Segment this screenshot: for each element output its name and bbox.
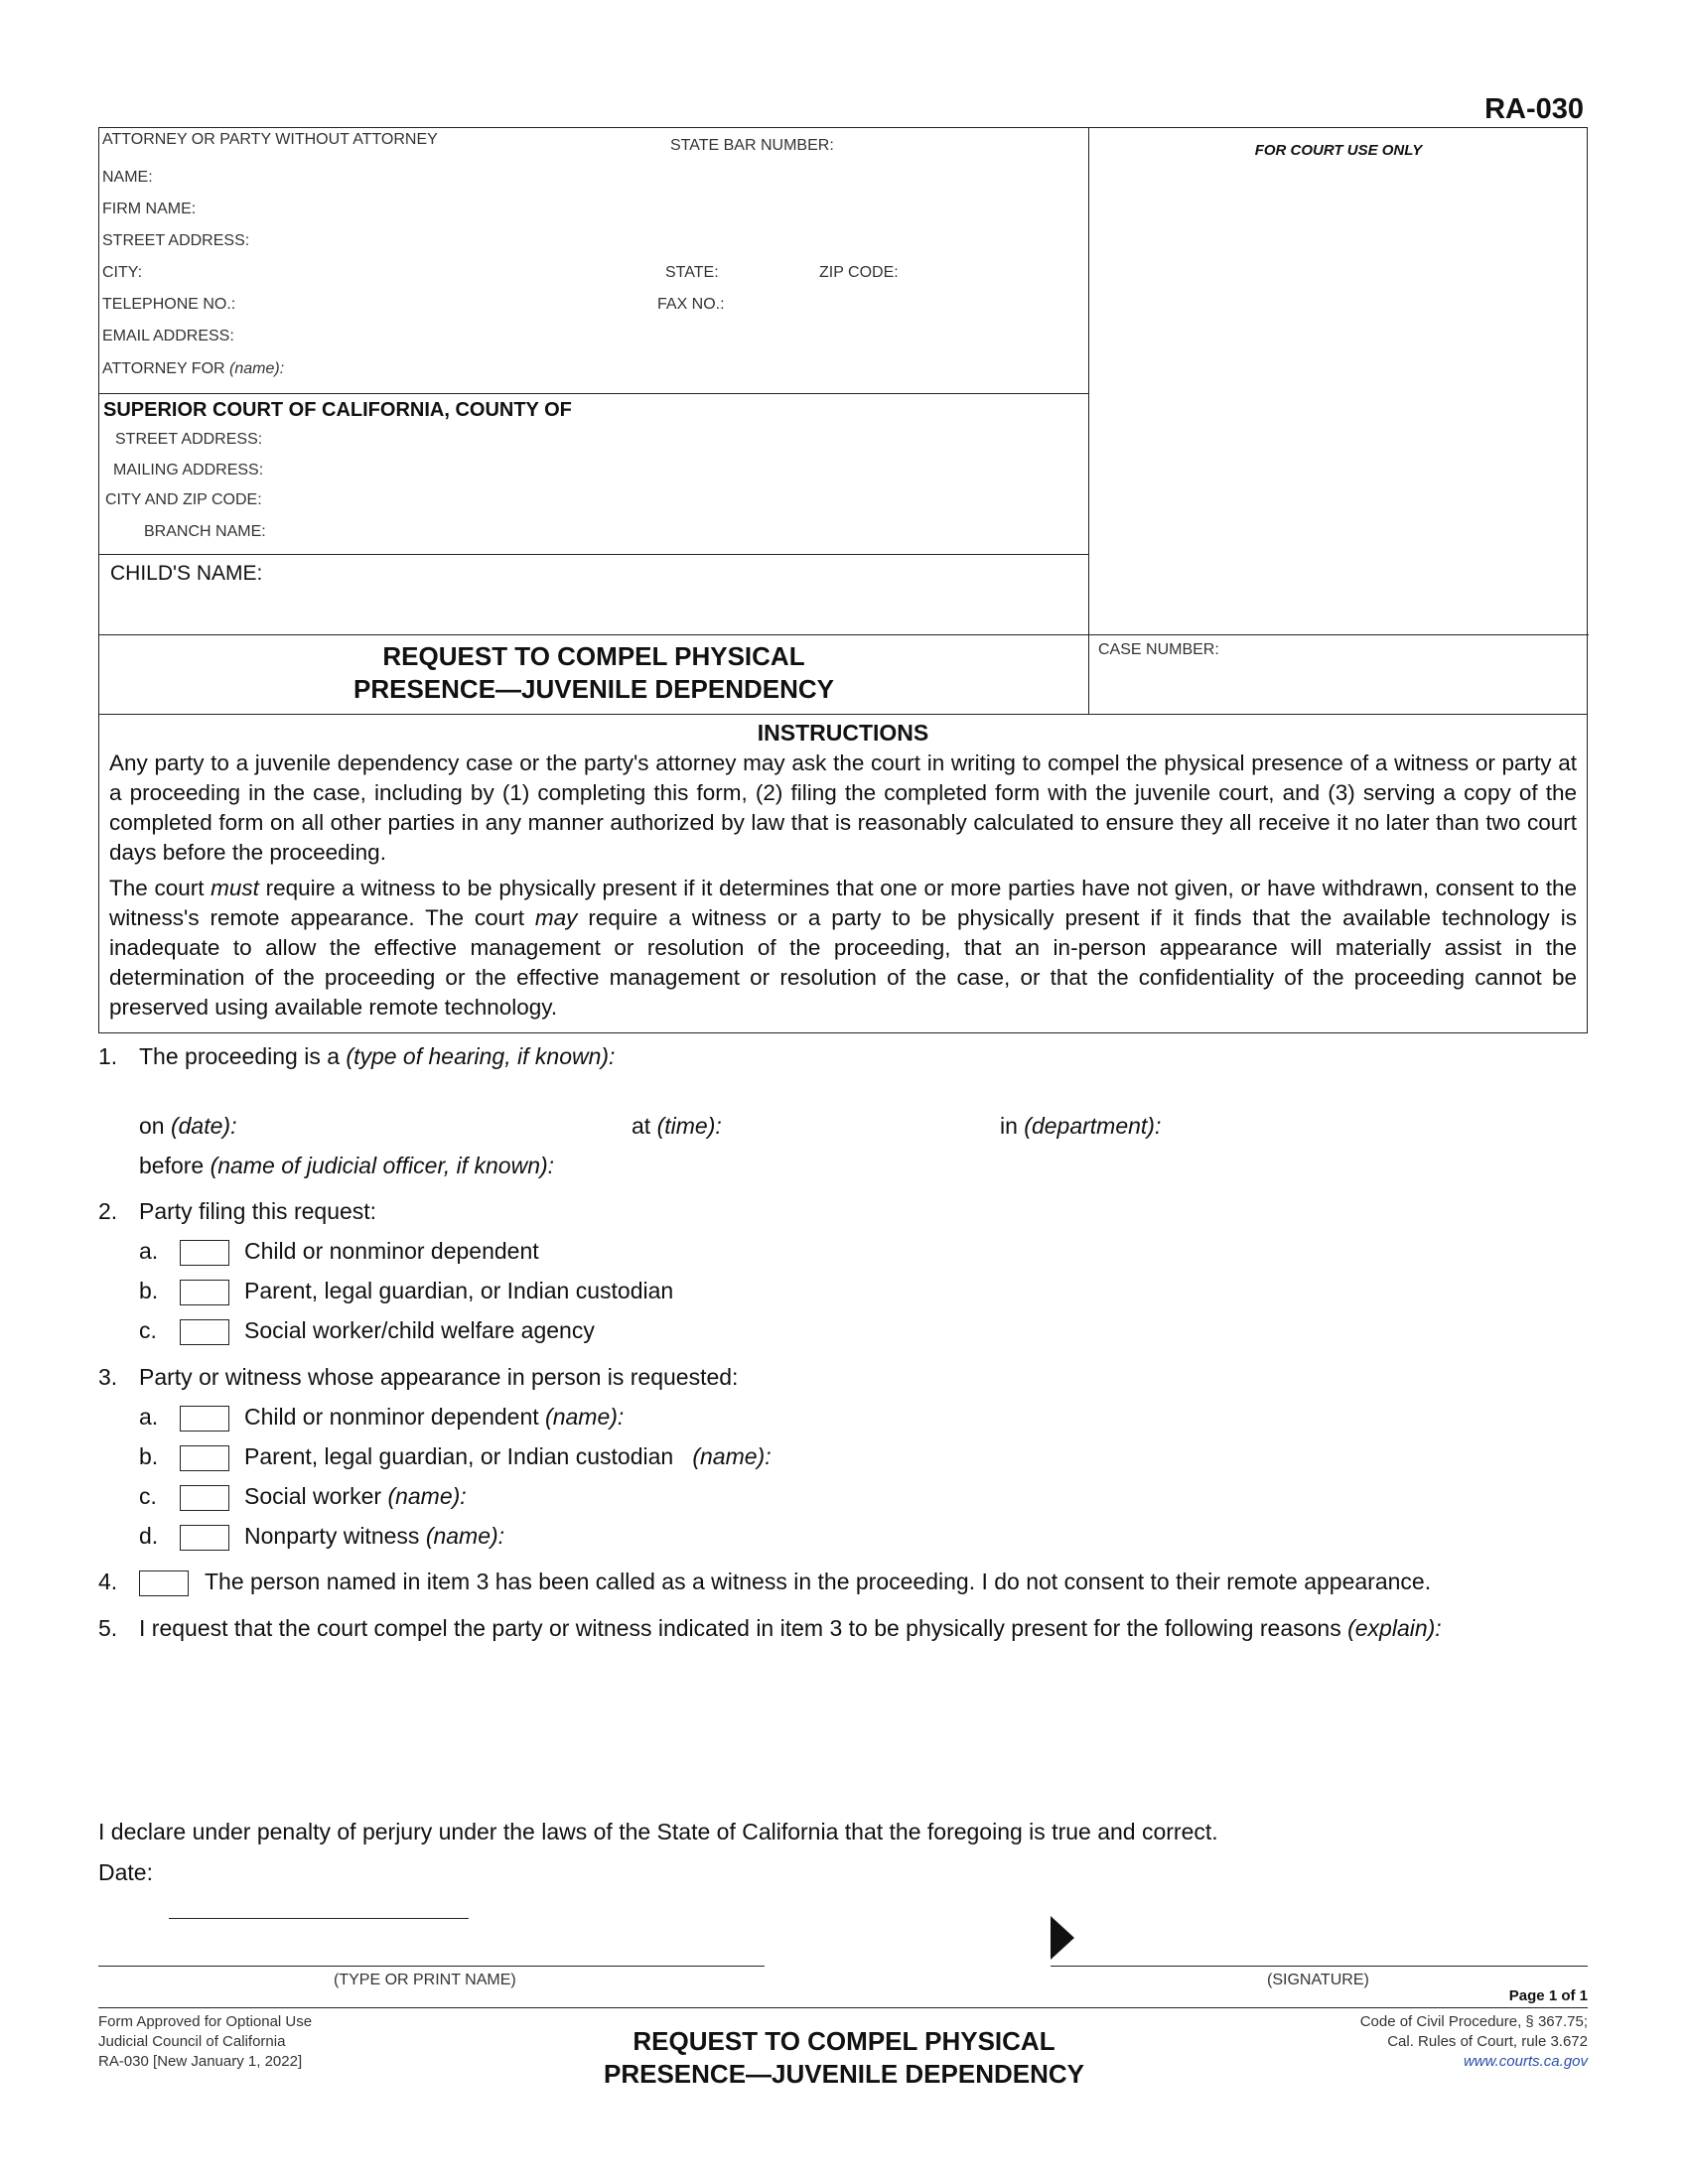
court-street-label: STREET ADDRESS: <box>115 431 263 448</box>
state-label: STATE: <box>665 264 719 281</box>
phone-label: TELEPHONE NO.: <box>102 296 236 313</box>
fax-label: FAX NO.: <box>657 296 725 313</box>
state-bar-label: STATE BAR NUMBER: <box>670 137 834 154</box>
child-name-label: CHILD'S NAME: <box>110 562 263 585</box>
firm-label: FIRM NAME: <box>102 201 197 217</box>
instructions-heading: INSTRUCTIONS <box>757 720 929 746</box>
item1-department-label: in (department): <box>1000 1113 1162 1139</box>
date-label: Date: <box>98 1859 153 1885</box>
item3d-checkbox[interactable] <box>180 1525 229 1551</box>
item2-number: 2. <box>98 1198 118 1224</box>
item3-number: 3. <box>98 1364 118 1390</box>
page-number: Page 1 of 1 <box>1508 1987 1588 2004</box>
print-name-line[interactable] <box>98 1966 765 1967</box>
item2a-letter: a. <box>139 1238 159 1264</box>
item5-number: 5. <box>98 1615 118 1641</box>
item3b-label: Parent, legal guardian, or Indian custodian (name): <box>244 1443 772 1469</box>
court-branch-label: BRANCH NAME: <box>144 523 266 540</box>
instructions-para-1: Any party to a juvenile dependency case or the party's attorney may ask the court in writing to compel the physical presence of a witness or party at a proceeding in the case, including by (1) completing this form, (2) filing the completed form with the juvenile court, and (3) serving a copy of the completed form on all other parties in any manner authorized by law that is reasonably calculated to ensure they all receive it no later than two court days before the proceeding. <box>109 751 1577 865</box>
item3c-checkbox[interactable] <box>180 1485 229 1511</box>
court-use-label: FOR COURT USE ONLY <box>1254 142 1423 159</box>
item4-text: The person named in item 3 has been called as a witness in the proceeding. I do not consent to their remote appearance. <box>205 1569 1432 1594</box>
item2c-checkbox[interactable] <box>180 1319 229 1345</box>
item3a-checkbox[interactable] <box>180 1406 229 1432</box>
item2-text: Party filing this request: <box>139 1198 377 1224</box>
item3-text: Party or witness whose appearance in person is requested: <box>139 1364 739 1390</box>
instructions-box <box>98 714 1588 1033</box>
item1-number: 1. <box>98 1043 118 1069</box>
item3d-label: Nonparty witness (name): <box>244 1523 505 1549</box>
item2b-label: Parent, legal guardian, or Indian custodian <box>244 1278 674 1303</box>
court-mailing-label: MAILING ADDRESS: <box>113 462 264 478</box>
item2c-letter: c. <box>139 1317 157 1343</box>
item3a-letter: a. <box>139 1404 159 1430</box>
item2a-checkbox[interactable] <box>180 1240 229 1266</box>
item2b-letter: b. <box>139 1278 159 1303</box>
item1-officer-label: before (name of judicial officer, if known): <box>139 1153 555 1178</box>
footer-title: REQUEST TO COMPEL PHYSICAL PRESENCE—JUVENILE DEPENDENCY <box>604 2026 1084 2089</box>
signature-label: (SIGNATURE) <box>1267 1972 1369 1988</box>
name-label: NAME: <box>102 169 153 186</box>
zip-label: ZIP CODE: <box>819 264 899 281</box>
attorney-for-label: ATTORNEY FOR (name): <box>102 360 285 377</box>
case-number-label: CASE NUMBER: <box>1098 641 1219 658</box>
item3b-checkbox[interactable] <box>180 1445 229 1471</box>
signature-line[interactable] <box>1051 1966 1588 1967</box>
item1-time-label: at (time): <box>632 1113 722 1139</box>
declaration-text: I declare under penalty of perjury under the laws of the State of California that the foregoing is true and correct. <box>98 1819 1218 1844</box>
caption-box <box>98 127 1588 715</box>
item4-checkbox[interactable] <box>139 1570 189 1596</box>
item2a-label: Child or nonminor dependent <box>244 1238 539 1264</box>
print-name-label: (TYPE OR PRINT NAME) <box>334 1972 516 1988</box>
item3d-letter: d. <box>139 1523 159 1549</box>
court-city-label: CITY AND ZIP CODE: <box>105 491 262 508</box>
court-title: SUPERIOR COURT OF CALIFORNIA, COUNTY OF <box>103 399 572 421</box>
item3a-label: Child or nonminor dependent (name): <box>244 1404 625 1430</box>
form-title: REQUEST TO COMPEL PHYSICAL PRESENCE—JUVENILE DEPENDENCY <box>353 641 834 704</box>
item1-date-label: on (date): <box>139 1113 237 1139</box>
item3c-label: Social worker (name): <box>244 1483 467 1509</box>
city-label: CITY: <box>102 264 143 281</box>
street-label: STREET ADDRESS: <box>102 232 250 249</box>
item3b-letter: b. <box>139 1443 159 1469</box>
date-line[interactable] <box>169 1918 469 1919</box>
signature-arrow-icon <box>1051 1916 1074 1960</box>
footer-approval: Form Approved for Optional Use Judicial Council of California RA-030 [New January 1, 2022] <box>98 2013 313 2070</box>
courts-website-link[interactable]: www.courts.ca.gov <box>1463 2053 1588 2070</box>
item2c-label: Social worker/child welfare agency <box>244 1317 595 1343</box>
item2b-checkbox[interactable] <box>180 1280 229 1305</box>
footer-rule <box>98 2007 1588 2008</box>
item3c-letter: c. <box>139 1483 157 1509</box>
item1-text: The proceeding is a (type of hearing, if known): <box>139 1043 616 1069</box>
instructions-para-2: The court must require a witness to be physically present if it determines that one or more parties have not given, or have withdrawn, consent to the witness's remote appearance. The court may require a witness or a party to be physically present if it finds that the available technology is inadequate to allow the effective management or resolution of the proceeding, that an in-person appearance will materially assist in the determination of the proceeding or the effective management or resolution of the case, or that the confidentiality of the proceeding cannot be preserved using available remote technology. <box>109 876 1577 1020</box>
form-number: RA-030 <box>1484 93 1584 125</box>
item5-text: I request that the court compel the party or witness indicated in item 3 to be physically present for the following reasons (explain): <box>139 1615 1442 1641</box>
footer-citations: Code of Civil Procedure, § 367.75; Cal. Rules of Court, rule 3.672 www.courts.ca.gov <box>1359 2013 1588 2070</box>
item4-number: 4. <box>98 1569 118 1594</box>
email-label: EMAIL ADDRESS: <box>102 328 234 344</box>
attorney-label: ATTORNEY OR PARTY WITHOUT ATTORNEY <box>102 131 438 148</box>
caption-divider <box>1088 128 1089 714</box>
